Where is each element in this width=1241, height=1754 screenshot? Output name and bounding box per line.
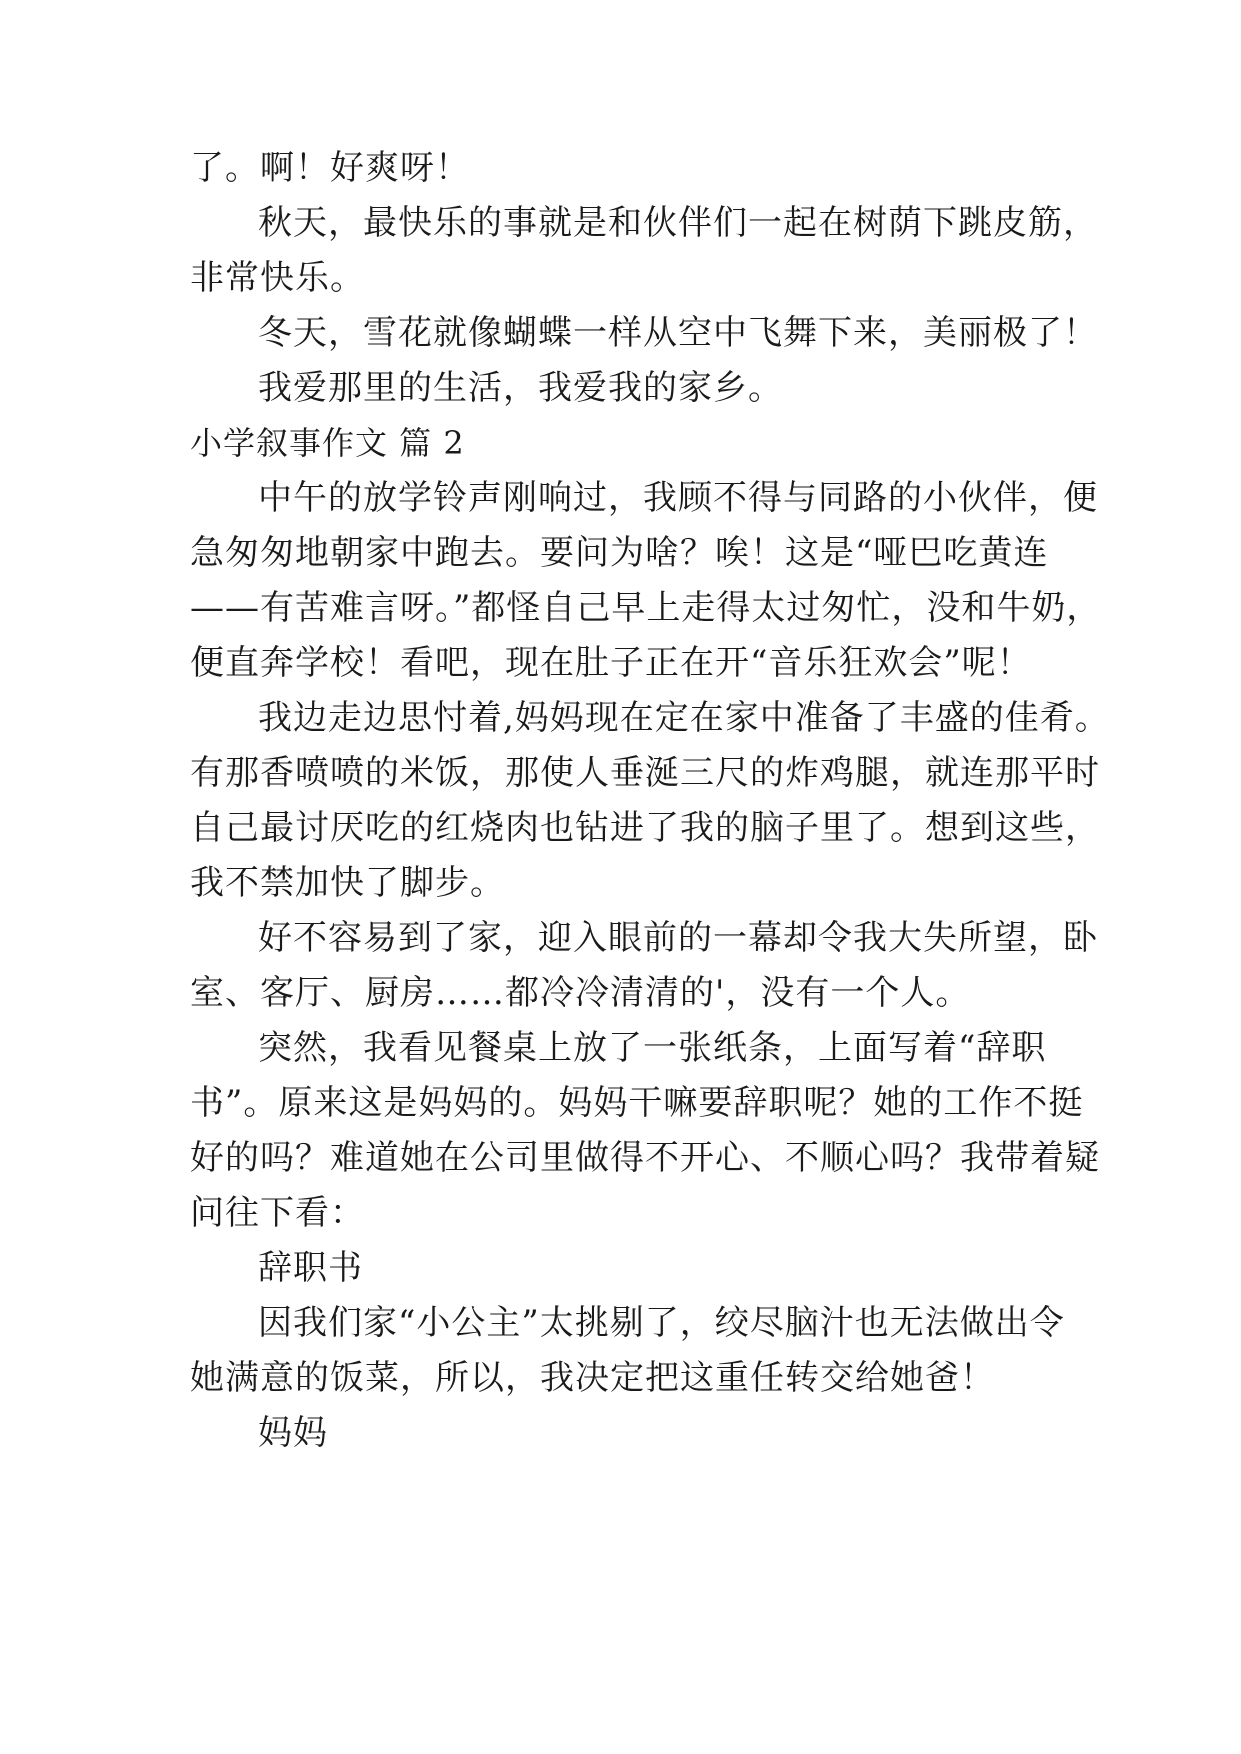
text-line: 非常快乐。 (190, 258, 365, 298)
text-line: 急匆匆地朝家中跑去。要问为啥？唉！这是“哑巴吃黄连 (190, 533, 1049, 573)
letter-signature: 妈妈 (258, 1413, 328, 1453)
letter-title: 辞职书 (258, 1248, 363, 1288)
text-line: 问往下看： (190, 1193, 365, 1233)
section-heading: 小学叙事作文 篇 2 (190, 424, 465, 462)
text-line: 好的吗？难道她在公司里做得不开心、不顺心吗？我带着疑 (190, 1138, 1100, 1178)
paragraph-line: 冬天，雪花就像蝴蝶一样从空中飞舞下来，美丽极了！ (258, 313, 1098, 353)
text-line: 了。啊！好爽呀！ (190, 148, 470, 188)
paragraph-line: 我边走边思忖着,妈妈现在定在家中准备了丰盛的佳肴。 (258, 698, 1110, 738)
text-line: 自己最讨厌吃的红烧肉也钻进了我的脑子里了。想到这些， (190, 808, 1100, 848)
text-line: ——有苦难言呀。”都怪自己早上走得太过匆忙，没和牛奶， (190, 588, 1102, 628)
text-line: 室、客厅、厨房……都冷冷清清的'，没有一个人。 (190, 973, 971, 1013)
paragraph-line: 好不容易到了家，迎入眼前的一幕却令我大失所望，卧 (258, 918, 1098, 958)
paragraph-line: 中午的放学铃声刚响过，我顾不得与同路的小伙伴，便 (258, 478, 1098, 518)
paragraph-line: 我爱那里的生活，我爱我的家乡。 (258, 368, 783, 408)
paragraph-line: 突然，我看见餐桌上放了一张纸条，上面写着“辞职 (258, 1028, 1047, 1068)
text-line: 有那香喷喷的米饭，那使人垂涎三尺的炸鸡腿，就连那平时 (190, 753, 1100, 793)
text-line: 书”。原来这是妈妈的。妈妈干嘛要辞职呢？她的工作不挺 (190, 1083, 1084, 1123)
text-line: 我不禁加快了脚步。 (190, 863, 505, 903)
paragraph-line: 因我们家“小公主”太挑剔了，绞尽脑汁也无法做出令 (258, 1303, 1065, 1343)
paragraph-line: 秋天，最快乐的事就是和伙伴们一起在树荫下跳皮筋， (258, 203, 1098, 243)
text-line: 她满意的饭菜，所以，我决定把这重任转交给她爸！ (190, 1358, 995, 1398)
text-line: 便直奔学校！看吧，现在肚子正在开“音乐狂欢会”呢！ (190, 643, 1032, 683)
